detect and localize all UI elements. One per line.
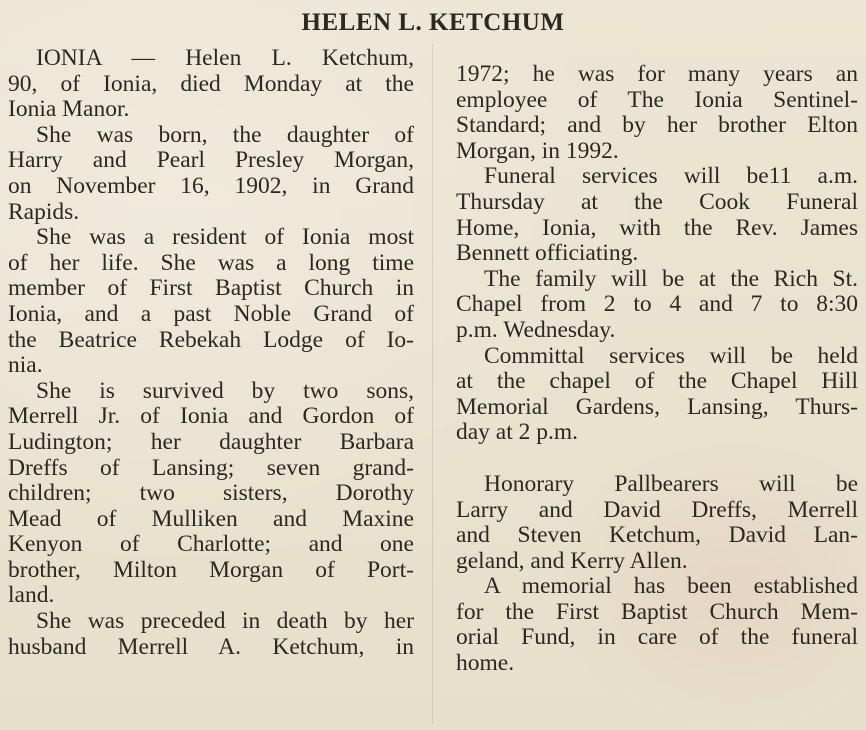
paragraph-death-notice (8, 46, 414, 123)
text-line: 90, of Ionia, died Monday at the (8, 70, 414, 97)
column-divider (432, 44, 433, 724)
left-column (8, 46, 414, 660)
paragraph-pallbearers (456, 472, 858, 574)
text-line: Thursday at the Cook Funeral (456, 188, 858, 215)
text-line: children; two sisters, Dorothy (8, 480, 414, 507)
text-line: member of First Baptist Church in (8, 275, 414, 302)
text-line: Kenyon of Charlotte; and one (8, 531, 414, 558)
text-line: p.m. Wednesday. (456, 316, 616, 343)
text-line: She is survived by two sons, (36, 377, 414, 404)
text-line: Larry and David Dreffs, Merrell (456, 496, 858, 523)
text-line: She was born, the daughter of (36, 121, 414, 148)
text-line: Funeral services will be11 a.m. (484, 163, 858, 190)
text-line: Rapids. (8, 198, 80, 225)
text-line: Bennett officiating. (456, 240, 639, 267)
text-line: the Beatrice Rebekah Lodge of Io- (8, 326, 414, 353)
text-line: orial Fund, in care of the funeral (456, 624, 858, 651)
text-line: on November 16, 1902, in Grand (8, 172, 414, 199)
obituary-headline: HELEN L. KETCHUM (301, 9, 565, 36)
text-line: at the chapel of the Chapel Hill (456, 368, 858, 395)
paragraph-preceded-continued (456, 62, 858, 164)
text-line: Chapel from 2 to 4 and 7 to 8:30 (456, 291, 858, 318)
paragraph-survivors (8, 379, 414, 609)
text-line: brother, Milton Morgan of Port- (8, 556, 414, 583)
text-line: Standard; and by her brother Elton (456, 112, 858, 139)
text-line: Mead of Mulliken and Maxine (8, 505, 414, 532)
text-line: Committal services will be held (484, 342, 858, 369)
text-line: She was a resident of Ionia most (36, 224, 414, 251)
text-line: Dreffs of Lansing; seven grand- (8, 454, 414, 481)
text-line: A memorial has been established (484, 573, 858, 600)
text-line: geland, and Kerry Allen. (456, 547, 688, 574)
text-line: 1972; he was for many years an (456, 61, 858, 87)
text-line: Ludington; her daughter Barbara (8, 428, 414, 455)
text-line: Morgan, in 1992. (456, 137, 619, 164)
text-line: nia. (8, 352, 43, 379)
text-line: She was preceded in death by her (36, 608, 414, 635)
text-line: husband Merrell A. Ketchum, in (8, 633, 414, 660)
paragraph-memorial (456, 574, 858, 676)
text-line: Memorial Gardens, Lansing, Thurs- (456, 393, 858, 420)
text-line: Harry and Pearl Presley Morgan, (8, 147, 414, 174)
paragraph-preceded (8, 609, 414, 660)
text-line: home. (456, 650, 515, 677)
text-line: Merrell Jr. of Ionia and Gordon of (8, 403, 414, 430)
paragraph-committal (456, 344, 858, 446)
text-line: and Steven Ketchum, David Lan- (456, 522, 858, 549)
text-line: Ionia Manor. (8, 96, 130, 123)
text-line: IONIA — Helen L. Ketchum, (36, 45, 414, 71)
text-line: day at 2 p.m. (456, 419, 579, 446)
text-line: for the First Baptist Church Mem- (456, 598, 858, 625)
paragraph-visitation (456, 267, 858, 344)
paragraph-residence (8, 225, 414, 379)
text-line: employee of The Ionia Sentinel- (456, 86, 858, 113)
paragraph-birth (8, 123, 414, 225)
text-line: The family will be at the Rich St. (484, 265, 858, 292)
right-column (456, 62, 858, 677)
paragraph-funeral-services (456, 164, 858, 266)
text-line: Ionia, and a past Noble Grand of (8, 300, 414, 327)
text-line: land. (8, 582, 55, 609)
text-line: Home, Ionia, with the Rev. James (456, 214, 858, 241)
paragraph-spacer (456, 446, 858, 472)
text-line: Honorary Pallbearers will be (484, 470, 858, 497)
text-line: of her life. She was a long time (8, 249, 414, 276)
